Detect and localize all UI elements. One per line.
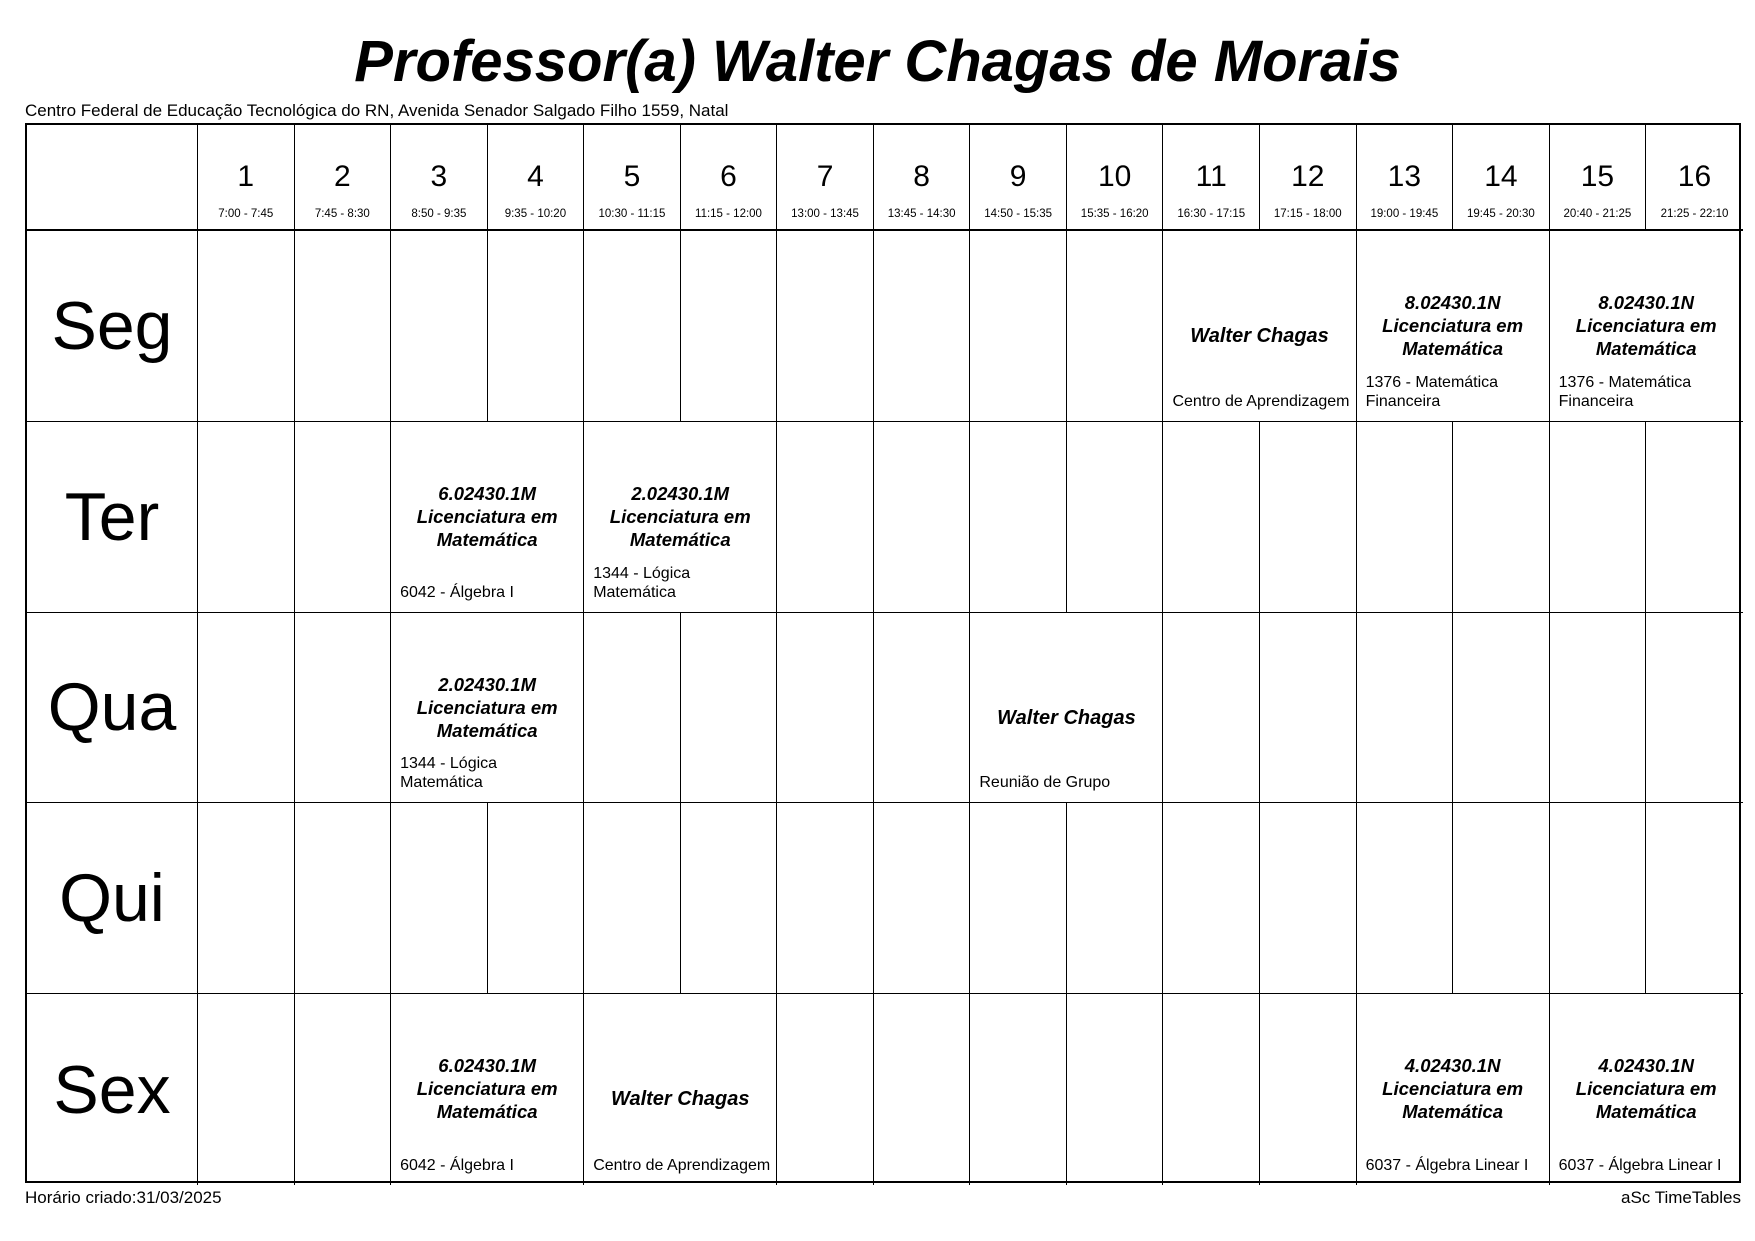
empty-slot xyxy=(1646,613,1743,804)
period-header xyxy=(681,125,778,231)
period-time: 14:50 - 15:35 xyxy=(984,208,1053,220)
empty-slot xyxy=(198,994,295,1185)
empty-slot xyxy=(970,422,1067,613)
lesson-teacher: Walter Chagas xyxy=(610,1088,750,1111)
empty-slot xyxy=(295,422,392,613)
empty-slot xyxy=(295,613,392,804)
empty-slot xyxy=(584,613,681,804)
period-header xyxy=(1453,125,1550,231)
empty-slot xyxy=(1163,803,1260,994)
empty-slot xyxy=(1453,803,1550,994)
period-time: 7:00 - 7:45 xyxy=(218,208,274,220)
lesson-subject: 1376 - Matemática Financeira xyxy=(1558,373,1692,410)
empty-slot xyxy=(1260,613,1357,804)
empty-slot xyxy=(681,803,778,994)
lesson-card[interactable] xyxy=(1357,231,1550,422)
empty-slot xyxy=(777,803,874,994)
period-number: 14 xyxy=(1484,160,1518,193)
empty-slot xyxy=(970,994,1067,1185)
empty-slot xyxy=(198,803,295,994)
day-label-qua: Qua xyxy=(27,613,198,804)
day-label-qui: Qui xyxy=(27,803,198,994)
empty-slot xyxy=(1067,422,1164,613)
lesson-card[interactable] xyxy=(1357,994,1550,1185)
empty-slot xyxy=(391,231,488,422)
lesson-card[interactable] xyxy=(1163,231,1356,422)
period-time: 19:00 - 19:45 xyxy=(1370,208,1439,220)
lesson-subject: 6037 - Álgebra Linear I xyxy=(1558,1156,1722,1174)
lesson-subject: 6037 - Álgebra Linear I xyxy=(1365,1156,1529,1174)
period-number: 4 xyxy=(527,160,544,193)
empty-slot xyxy=(874,994,971,1185)
empty-slot xyxy=(295,231,392,422)
empty-slot xyxy=(584,231,681,422)
period-time: 9:35 - 10:20 xyxy=(504,208,567,220)
period-time: 17:15 - 18:00 xyxy=(1273,208,1342,220)
period-header xyxy=(198,125,295,231)
lesson-class: 2.02430.1M Licenciatura em Matemática xyxy=(416,673,558,741)
empty-slot xyxy=(1163,613,1260,804)
period-time: 13:45 - 14:30 xyxy=(887,208,956,220)
period-time: 10:30 - 11:15 xyxy=(598,208,666,220)
lesson-card[interactable] xyxy=(1550,231,1743,422)
empty-slot xyxy=(198,231,295,422)
period-header xyxy=(1260,125,1357,231)
lesson-card[interactable] xyxy=(391,994,584,1185)
period-header xyxy=(1646,125,1743,231)
empty-slot xyxy=(198,613,295,804)
period-number: 12 xyxy=(1291,160,1325,193)
lesson-class: 6.02430.1M Licenciatura em Matemática xyxy=(416,1055,558,1123)
period-number: 13 xyxy=(1387,160,1422,193)
day-label-ter: Ter xyxy=(27,422,198,613)
empty-slot xyxy=(295,803,392,994)
created-date: Horário criado:31/03/2025 xyxy=(25,1188,222,1207)
lesson-class: 2.02430.1M Licenciatura em Matemática xyxy=(609,482,751,550)
period-number: 5 xyxy=(623,160,641,193)
empty-slot xyxy=(874,803,971,994)
empty-slot xyxy=(1646,803,1743,994)
lesson-class: 6.02430.1M Licenciatura em Matemática xyxy=(416,482,558,550)
empty-slot xyxy=(1453,613,1550,804)
empty-slot xyxy=(1357,422,1454,613)
period-time: 8:50 - 9:35 xyxy=(411,208,467,220)
lesson-subject: Reunião de Grupo xyxy=(979,774,1111,792)
empty-slot xyxy=(488,803,585,994)
period-number: 2 xyxy=(333,160,351,193)
empty-slot xyxy=(777,231,874,422)
day-label-sex: Sex xyxy=(27,994,198,1185)
empty-slot xyxy=(391,803,488,994)
empty-slot xyxy=(1163,422,1260,613)
period-number: 3 xyxy=(430,160,448,193)
period-header xyxy=(584,125,681,231)
period-header xyxy=(488,125,585,231)
corner-cell xyxy=(27,125,198,231)
empty-slot xyxy=(681,613,778,804)
empty-slot xyxy=(1646,422,1743,613)
period-header xyxy=(1357,125,1454,231)
lesson-subject: 6042 - Álgebra I xyxy=(400,583,514,601)
empty-slot xyxy=(1067,803,1164,994)
period-header xyxy=(1163,125,1260,231)
period-number: 16 xyxy=(1677,160,1712,193)
empty-slot xyxy=(777,994,874,1185)
timetable-grid xyxy=(25,123,1741,1183)
empty-slot xyxy=(874,231,971,422)
period-time: 16:30 - 17:15 xyxy=(1177,208,1246,220)
period-number: 8 xyxy=(913,160,930,193)
empty-slot xyxy=(1550,803,1647,994)
empty-slot xyxy=(874,613,971,804)
period-header xyxy=(1550,125,1647,231)
period-number: 6 xyxy=(720,160,737,193)
empty-slot xyxy=(1163,994,1260,1185)
period-header xyxy=(874,125,971,231)
period-number: 11 xyxy=(1195,160,1227,193)
empty-slot xyxy=(970,803,1067,994)
lesson-subject: 1344 - Lógica Matemática xyxy=(593,564,691,601)
period-header xyxy=(295,125,392,231)
period-time: 21:25 - 22:10 xyxy=(1660,208,1729,220)
lesson-subject: 1376 - Matemática Financeira xyxy=(1365,373,1499,410)
lesson-card[interactable] xyxy=(584,422,777,613)
period-header xyxy=(970,125,1067,231)
empty-slot xyxy=(1357,613,1454,804)
empty-slot xyxy=(1260,994,1357,1185)
period-number: 15 xyxy=(1580,160,1615,193)
software-credit: aSc TimeTables xyxy=(1621,1188,1741,1207)
period-header xyxy=(391,125,488,231)
period-header xyxy=(1067,125,1164,231)
empty-slot xyxy=(1067,231,1164,422)
lesson-card[interactable] xyxy=(970,613,1163,804)
period-number: 1 xyxy=(237,160,255,193)
lesson-card[interactable] xyxy=(584,994,777,1185)
period-time: 11:15 - 12:00 xyxy=(695,208,762,220)
lesson-subject: 1344 - Lógica Matemática xyxy=(400,755,498,792)
lesson-subject: Centro de Aprendizagem xyxy=(593,1156,771,1174)
period-time: 13:00 - 13:45 xyxy=(791,208,859,220)
day-label-seg: Seg xyxy=(27,231,198,422)
empty-slot xyxy=(777,613,874,804)
period-time: 20:40 - 21:25 xyxy=(1563,208,1632,220)
period-number: 7 xyxy=(816,160,834,193)
page-title: Professor(a) Walter Chagas de Morais xyxy=(354,29,1401,94)
period-time: 19:45 - 20:30 xyxy=(1466,208,1535,220)
lesson-subject: 6042 - Álgebra I xyxy=(400,1156,514,1174)
period-header xyxy=(777,125,874,231)
lesson-teacher: Walter Chagas xyxy=(1190,325,1329,347)
lesson-card[interactable] xyxy=(391,613,584,804)
period-time: 7:45 - 8:30 xyxy=(314,208,370,220)
period-number: 10 xyxy=(1098,160,1132,193)
lesson-class: 8.02430.1N Licenciatura em Matemática xyxy=(1382,292,1524,359)
lesson-class: 4.02430.1N Licenciatura em Matemática xyxy=(1382,1055,1524,1123)
empty-slot xyxy=(970,231,1067,422)
lesson-subject: Centro de Aprendizagem xyxy=(1172,392,1350,410)
empty-slot xyxy=(488,231,585,422)
empty-slot xyxy=(777,422,874,613)
empty-slot xyxy=(1550,422,1647,613)
empty-slot xyxy=(1260,803,1357,994)
empty-slot xyxy=(1550,613,1647,804)
lesson-teacher: Walter Chagas xyxy=(997,706,1136,729)
lesson-card[interactable] xyxy=(1550,994,1743,1185)
lesson-class: 4.02430.1N Licenciatura em Matemática xyxy=(1575,1055,1717,1123)
period-time: 15:35 - 16:20 xyxy=(1080,208,1149,220)
empty-slot xyxy=(1260,422,1357,613)
lesson-card[interactable] xyxy=(391,422,584,613)
empty-slot xyxy=(1067,994,1164,1185)
empty-slot xyxy=(1357,803,1454,994)
lesson-class: 8.02430.1N Licenciatura em Matemática xyxy=(1575,292,1717,359)
empty-slot xyxy=(681,231,778,422)
empty-slot xyxy=(584,803,681,994)
empty-slot xyxy=(295,994,392,1185)
empty-slot xyxy=(874,422,971,613)
period-number: 9 xyxy=(1009,160,1027,193)
school-address: Centro Federal de Educação Tecnológica do RN, Avenida Senador Salgado Filho 1559, Natal xyxy=(25,101,729,120)
empty-slot xyxy=(1453,422,1550,613)
empty-slot xyxy=(198,422,295,613)
